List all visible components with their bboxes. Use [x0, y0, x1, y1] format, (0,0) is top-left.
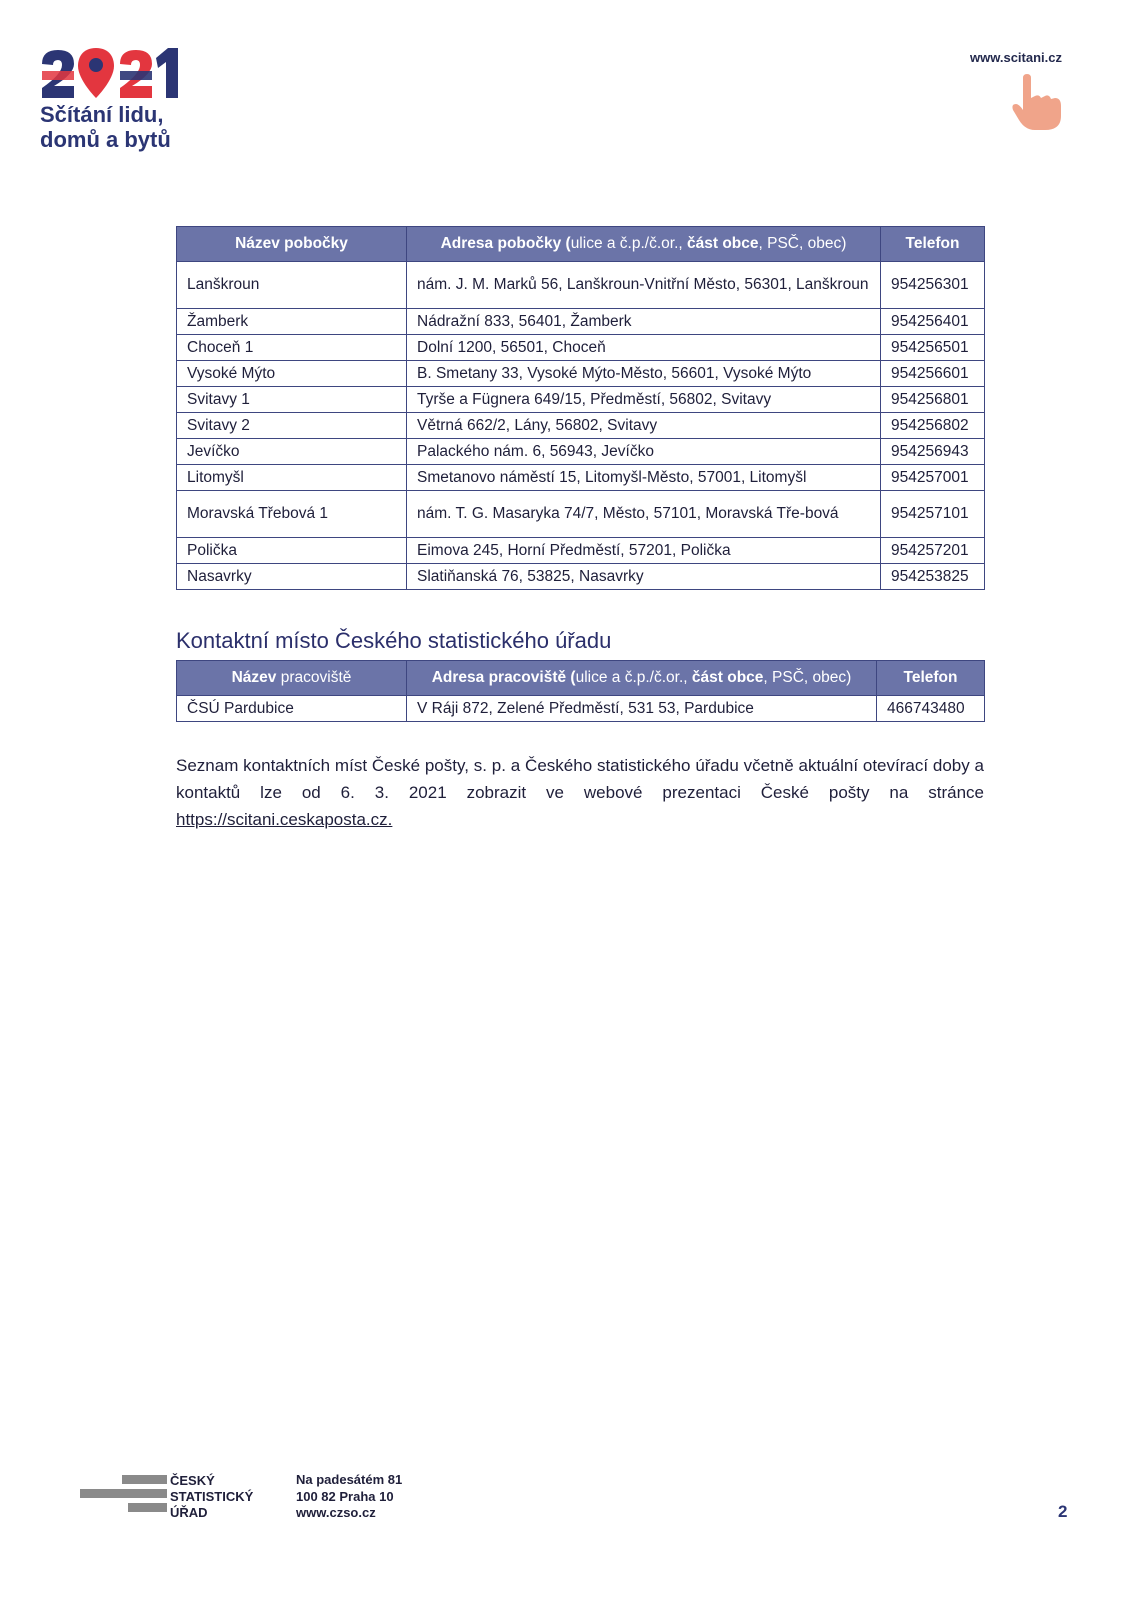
branch-name: Vysoké Mýto — [177, 361, 407, 387]
pointing-hand-icon — [1009, 74, 1065, 132]
table-row — [177, 413, 985, 439]
footer-website[interactable]: www.czso.cz — [296, 1505, 376, 1520]
branches-table — [176, 226, 985, 590]
logo-year-graphic — [40, 44, 180, 100]
table-row — [177, 309, 985, 335]
branch-phone: 954256501 — [881, 335, 985, 361]
branch-name: Žamberk — [177, 309, 407, 335]
branch-name: Choceň 1 — [177, 335, 407, 361]
branch-address: Palackého nám. 6, 56943, Jevíčko — [407, 439, 881, 465]
branch-phone: 954257001 — [881, 465, 985, 491]
table-header-row — [177, 661, 985, 696]
table-row — [177, 538, 985, 564]
info-paragraph: Seznam kontaktních míst České pošty, s. p. a Českého statistického úřadu včetně aktuální otevírací doby a kontaktů lze od 6. 3. 2021 zobrazit ve webové prezentaci České pošty na stránce https://scitani.ceskaposta.cz. — [176, 756, 984, 829]
branch-phone: 954256802 — [881, 413, 985, 439]
branch-phone: 954256943 — [881, 439, 985, 465]
branch-phone: 954256801 — [881, 387, 985, 413]
table-row — [177, 335, 985, 361]
org-name: ČESKÝ STATISTICKÝ ÚŘAD — [170, 1473, 254, 1520]
column-header-phone: Telefon — [881, 227, 985, 262]
pin-icon — [78, 48, 114, 98]
branch-address: Tyrše a Fügnera 649/15, Předměstí, 56802, Svitavy — [407, 387, 881, 413]
branch-name: Nasavrky — [177, 564, 407, 590]
branch-name: Jevíčko — [177, 439, 407, 465]
table-row — [177, 564, 985, 590]
table-header-row — [177, 227, 985, 262]
branch-phone: 954256301 — [881, 262, 985, 309]
branch-address: Dolní 1200, 56501, Choceň — [407, 335, 881, 361]
office-address: V Ráji 872, Zelené Předměstí, 531 53, Pardubice — [407, 696, 877, 722]
table-row — [177, 696, 985, 722]
branch-address: Eimova 245, Horní Předměstí, 57201, Polička — [407, 538, 881, 564]
branch-name: Litomyšl — [177, 465, 407, 491]
column-header-address: Adresa pracoviště (ulice a č.p./č.or., část obce, PSČ, obec) — [407, 661, 877, 696]
office-name: ČSÚ Pardubice — [177, 696, 407, 722]
table-row — [177, 439, 985, 465]
office-phone: 466743480 — [877, 696, 985, 722]
branch-phone: 954256401 — [881, 309, 985, 335]
ceskaposta-link[interactable]: https://scitani.ceskaposta.cz. — [176, 810, 393, 829]
branch-address: Smetanovo náměstí 15, Litomyšl-Město, 57001, Litomyšl — [407, 465, 881, 491]
column-header-phone: Telefon — [877, 661, 985, 696]
branch-name: Lanškroun — [177, 262, 407, 309]
table-row — [177, 465, 985, 491]
branch-phone: 954257101 — [881, 491, 985, 538]
contact-table — [176, 660, 985, 722]
branch-phone: 954253825 — [881, 564, 985, 590]
section-heading: Kontaktní místo Českého statistického úřadu — [176, 628, 612, 653]
branch-address: nám. J. M. Marků 56, Lanškroun-Vnitřní Město, 56301, Lanškroun — [407, 262, 881, 309]
branch-phone: 954256601 — [881, 361, 985, 387]
branch-address: nám. T. G. Masaryka 74/7, Město, 57101, Moravská Tře-bová — [407, 491, 881, 538]
branch-name: Moravská Třebová 1 — [177, 491, 407, 538]
branch-address: Slatiňanská 76, 53825, Nasavrky — [407, 564, 881, 590]
table-row — [177, 491, 985, 538]
table-row — [177, 387, 985, 413]
branch-phone: 954257201 — [881, 538, 985, 564]
branch-address: B. Smetany 33, Vysoké Mýto-Město, 56601, Vysoké Mýto — [407, 361, 881, 387]
logo-title: Sčítání lidu, domů a bytů — [40, 102, 171, 152]
table-row — [177, 262, 985, 309]
footer-address: Na padesátém 81 100 82 Praha 10 www.czso.cz — [296, 1472, 403, 1520]
column-header-name: Název pobočky — [177, 227, 407, 262]
branch-address: Větrná 662/2, Lány, 56802, Svitavy — [407, 413, 881, 439]
column-header-name: Název pracoviště — [177, 661, 407, 696]
column-header-address: Adresa pobočky (ulice a č.p./č.or., část obce, PSČ, obec) — [407, 227, 881, 262]
site-url[interactable]: www.scitani.cz — [970, 50, 1062, 65]
page-number: 2 — [1058, 1502, 1068, 1521]
branch-name: Svitavy 1 — [177, 387, 407, 413]
branch-name: Polička — [177, 538, 407, 564]
table-row — [177, 361, 985, 387]
csu-logo-icon — [80, 1474, 180, 1516]
branch-address: Nádražní 833, 56401, Žamberk — [407, 309, 881, 335]
branch-name: Svitavy 2 — [177, 413, 407, 439]
census-logo — [40, 44, 190, 156]
